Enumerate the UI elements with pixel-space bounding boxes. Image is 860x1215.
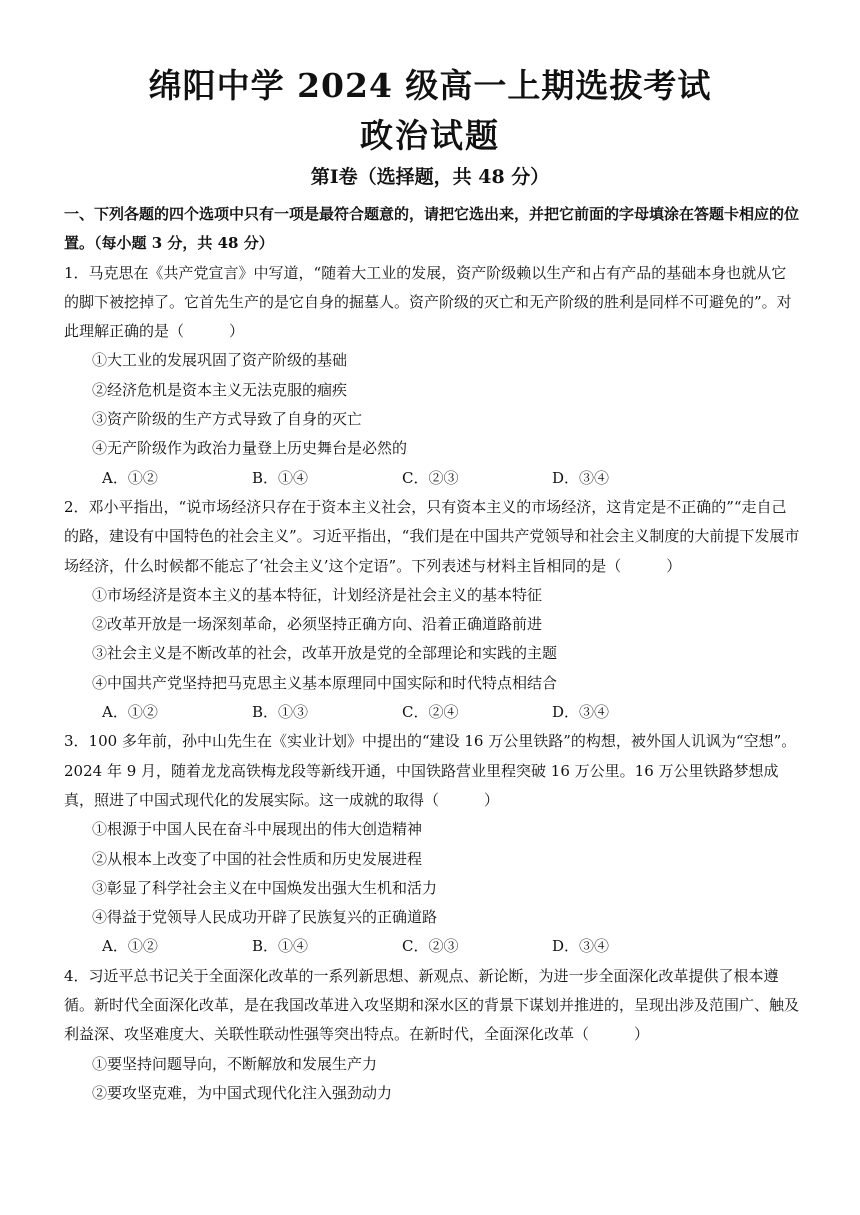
statement-option: ④无产阶级作为政治力量登上历史舞台是必然的	[92, 439, 408, 458]
statement-option: ①根源于中国人民在奋斗中展现出的伟大创造精神	[92, 820, 423, 839]
statement-option: ④中国共产党坚持把马克思主义基本原理同中国实际和时代特点相结合	[92, 673, 558, 692]
exam-subject-title: 政治试题	[360, 116, 500, 155]
choice-c: C．②③	[402, 937, 459, 956]
question-stem: 2．邓小平指出，“说市场经济只存在于资本主义社会，只有资本主义的市场经济，这肯定是不正确的”“走自己的路，建设有中国特色的社会主义”。习近平指出，“我们是在中国共产党领导和社会主义制度的大前提下发展市场经济，什么时候都不能忘了‘社会主义’这个定语”。下列表述与材料主旨相同的是（ ）	[64, 497, 800, 575]
choice-a: A．①②	[102, 468, 158, 487]
answer-choices	[102, 698, 800, 727]
question-stem: 4．习近平总书记关于全面深化改革的一系列新思想、新观点、新论断，为进一步全面深化改革提供了根本遵循。新时代全面深化改革，是在我国改革进入攻坚期和深水区的背景下谋划并推进的，呈现出涉及范围广、触及利益深、攻坚难度大、关联性联动性强等突出特点。在新时代，全面深化改革（ ）	[64, 966, 800, 1044]
choice-d: D．③④	[552, 703, 610, 722]
statement-option: ②改革开放是一场深刻革命，必须坚持正确方向、沿着正确道路前进	[92, 615, 543, 634]
section-instructions: 一、下列各题的四个选项中只有一项是最符合题意的，请把它选出来，并把它前面的字母填涂在答题卡相应的位置。（每小题 3 分，共 48 分）	[64, 205, 800, 253]
statement-option: ①市场经济是资本主义的基本特征，计划经济是社会主义的基本特征	[92, 585, 543, 604]
choice-c: C．②③	[402, 468, 459, 487]
statement-option: ②经济危机是资本主义无法克服的痼疾	[92, 380, 348, 399]
statement-option: ①要坚持问题导向，不断解放和发展生产力	[92, 1054, 378, 1073]
exam-title: 绵阳中学 2024 级高一上期选拔考试	[148, 66, 712, 105]
question-3	[64, 727, 800, 961]
choice-b: B．①④	[252, 468, 309, 487]
statement-option: ①大工业的发展巩固了资产阶级的基础	[92, 351, 348, 370]
statement-option: ③资产阶级的生产方式导致了自身的灭亡	[92, 410, 363, 429]
statement-option: ③彰显了科学社会主义在中国焕发出强大生机和活力	[92, 878, 438, 897]
answer-choices	[102, 932, 800, 961]
question-1	[64, 259, 800, 493]
statement-option: ④得益于党领导人民成功开辟了民族复兴的正确道路	[92, 908, 438, 927]
statement-option: ③社会主义是不断改革的社会，改革开放是党的全部理论和实践的主题	[92, 644, 558, 663]
choice-c: C．②④	[402, 703, 459, 722]
choice-a: A．①②	[102, 703, 158, 722]
choice-d: D．③④	[552, 468, 610, 487]
statement-option: ②从根本上改变了中国的社会性质和历史发展进程	[92, 849, 423, 868]
choice-a: A．①②	[102, 937, 158, 956]
choice-b: B．①④	[252, 937, 309, 956]
question-2	[64, 493, 800, 727]
answer-choices	[102, 464, 800, 493]
question-4	[64, 962, 800, 1108]
statement-option: ②要攻坚克难，为中国式现代化注入强劲动力	[92, 1083, 393, 1102]
choice-b: B．①③	[252, 703, 309, 722]
question-stem: 1．马克思在《共产党宣言》中写道，“随着大工业的发展，资产阶级赖以生产和占有产品的基础本身也就从它的脚下被挖掉了。它首先生产的是它自身的掘墓人。资产阶级的灭亡和无产阶级的胜利是同样不可避免的”。对此理解正确的是（ ）	[64, 263, 792, 341]
exam-body	[64, 200, 800, 1108]
section-heading: 第Ⅰ卷（选择题，共 48 分）	[310, 166, 550, 188]
choice-d: D．③④	[552, 937, 610, 956]
question-stem: 3．100 多年前，孙中山先生在《实业计划》中提出的“建设 16 万公里铁路”的构想，被外国人讥讽为“空想”。2024 年 9 月，随着龙龙高铁梅龙段等新线开通，中国铁路营业里程突破 16 万公里。16 万公里铁路梦想成真，照进了中国式现代化的发展实际。这一成就的取得（ ）	[64, 732, 797, 809]
